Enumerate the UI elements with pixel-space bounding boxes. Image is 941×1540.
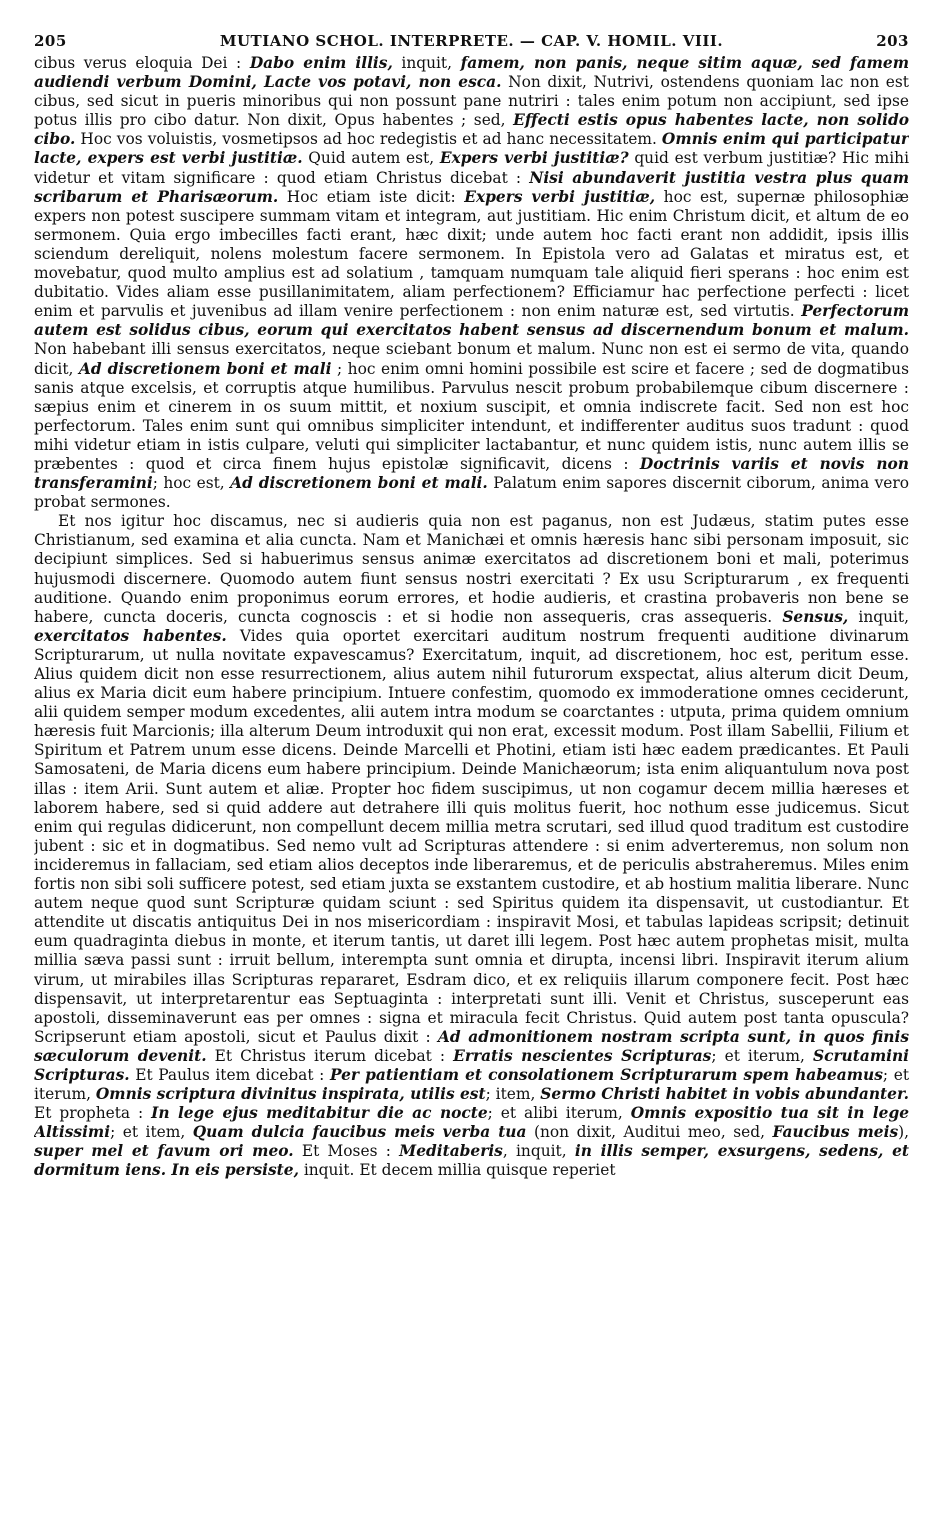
italic-quotation: Meditaberis	[399, 1142, 503, 1161]
text-run: Hoc etiam iste dicit:	[278, 187, 465, 206]
italic-quotation: Erratis nescientes Scripturas	[453, 1046, 712, 1065]
text-run: ; item,	[485, 1085, 541, 1104]
italic-quotation: Dabo enim illis,	[249, 54, 393, 72]
italic-quotation: Expers verbi justitiæ?	[439, 149, 629, 168]
italic-quotation: Sermo Christi habitet in vobis abundanter.	[540, 1085, 909, 1104]
italic-quotation: exercitatos habentes.	[34, 626, 227, 645]
italic-quotation: Omnis expositio tua sit in lege Altissimi	[34, 1104, 909, 1142]
text-run: inquit,	[848, 607, 909, 626]
text-run: inquit. Et decem millia quisque reperiet	[298, 1161, 616, 1180]
document-page	[34, 30, 909, 1530]
italic-quotation: Ad admonitionem nostram scripta sunt, in quos finis sæculorum devenit.	[34, 1027, 909, 1065]
running-head	[34, 30, 909, 52]
italic-quotation: Quam dulcia faucibus meis verba tua	[192, 1123, 527, 1142]
text-run: Hoc vos voluistis, vosmetipsos ad hoc redegistis et ad hanc necessitatem.	[75, 130, 662, 149]
paragraph-1	[34, 54, 909, 512]
text-run: cibus verus eloquia Dei :	[34, 54, 250, 72]
text-run: Palatum enim sapores discernit ciborum, anima vero probat sermones.	[34, 474, 909, 512]
paragraph-2	[34, 512, 909, 1180]
italic-quotation: Ad discretionem boni et mali	[78, 359, 332, 378]
text-run: (non dixit, Auditui meo, sed,	[526, 1123, 773, 1142]
italic-quotation: Sensus,	[782, 607, 849, 626]
italic-quotation: Ad discretionem boni et mali.	[230, 474, 488, 493]
text-run: ; et alibi iterum,	[487, 1104, 631, 1123]
text-run: ; et item,	[110, 1123, 193, 1142]
text-run: , inquit,	[502, 1142, 575, 1161]
text-run: ; hoc est,	[152, 474, 231, 493]
text-run: Vides quia oportet exercitari auditum nostrum frequenti auditione divinarum Scripturarum, ut nulla novitate expavescamus? Exercitatum, inquit, ad discretionem, hoc est, peritum esse. Alius quidem dicit non esse resurrectionem, alius autem nihil futurorum exspectat, alius alterum dicit Deum, alius ex Maria dicit eum habere principium. Intuere confestim, quomodo ex immoderatione omnes ceciderunt, alii quidem semper modum excedentes, alii autem intra modum se coarctantes : utputa, prima quidem omnium hæresis fuit Marcionis; illa alterum Deum introduxit qui non erat, excessit modum. Post illam Sabellii, Filium et Spiritum et Patrem unum esse dicens. Deinde Marcelli et Photini, etiam isti hæc eadem prædicantes. Et Pauli Samosateni, de Maria dicens eum habere principium. Deinde Manichæorum; ista enim aliquantulum nova post illas : item Arii. Sunt autem et aliæ. Propter hoc fidem suscipimus, ut non cogamur decem millia hæreses et laborem habere, sed si quid addere aut detrahere illi quis molitus fuerit, hoc nothum esse judicemus. Sicut enim qui regulas didicerunt, non compellunt decem millia metra scrutari, sed illud quod traditum est custodire jubent : sic et in dogmatibus. Sed nemo vult ad Scripturas attendere : si enim adverteremus, non solum non incideremus in fallaciam, sed etiam alios deceptos inde liberaremus, et de periculis abstraheremus. Miles enim fortis non sibi soli sufficere potest, sed etiam juxta se exstantem custodire, et ab hostium malitia liberare. Nunc autem neque quod sunt Scripturæ quidam sciunt : sed Spiritus quidem ita dispensavit, ut custodiantur. Et attendite ut discatis antiquitus Dei in nos misericordiam : inspiravit Mosi, et tabulas lapideas scripsit; detinuit eum quadraginta diebus in monte, et iterum tantis, ut daret illi legem. Post hæc autem prophetas misit, multa millia sæva passi sunt : irruit bellum, interempta sunt omnia et dirupta, incensi libri. Inspiravit iterum alium virum, ut mirabiles illas Scripturas repararet, Esdram dico, et ex reliquiis illarum componere fecit. Post hæc dispensavit, ut interpretarentur eas Septuaginta : interpretati sunt illi. Venit et Christus, susceperunt eas apostoli, disseminaverunt eas per omnes : signa et miracula fecit Christus. Quid autem post tanta opuscula? Scripserunt etiam apostoli, sicut et Paulus dixit :	[34, 626, 909, 1046]
page-number-left: 205	[34, 32, 67, 50]
text-run: Non habebant illi sensus exercitatos, neque sciebant bonum et malum. Nunc non est ei sermo de vita, quando dicit,	[34, 340, 909, 378]
italic-quotation: Omnis enim qui participatur lacte, expers est verbi justitiæ.	[34, 130, 909, 168]
italic-quotation: Perfectorum autem est solidus cibus, eorum qui exercitatos habent sensus ad discernendum bonum et malum.	[34, 302, 909, 340]
italic-quotation: Doctrinis variis et novis non transferamini	[34, 454, 909, 493]
text-run: Et nos igitur hoc discamus, nec si audieris quia non est paganus, non est Judæus, statim putes esse Christianum, sed examina et alia cuncta. Nam et Manichæi et omnis hæresis hanc sibi personam imposuit, sic decipiunt simplices. Sed si habuerimus sensus animæ exercitatos ad discretionem boni et mali, poterimus hujusmodi discernere. Quomodo autem fiunt sensus nostri exercitati ? Ex usu Scripturarum , ex frequenti auditione. Quando enim proponimus eorum errores, et hodie audieris, et crastina probaveris non bene se habere, cuncta doceris, cuncta cognoscis : et si hodie non assequeris, cras assequeris.	[34, 512, 909, 626]
italic-quotation: Expers verbi justitiæ,	[464, 187, 656, 206]
text-run: ; hoc enim omni homini possibile est scire et facere ; sed de dogmatibus sanis atque excelsis, et corruptis atque humilibus. Parvulus nescit probum probabilemque cibum discernere : sæpius enim et cinerem in os suum mittit, et noxium suscipit, et omnia indiscrete facit. Sed non est hoc perfectorum. Tales enim sunt qui omnibus simpliciter intendunt, et indifferenter auditus suos tradunt : quod mihi videtur etiam in istis culpare, veluti qui simpliciter lactabantur, et nunc quidem istis, nunc autem illis se præbentes : quod et circa finem hujus epistolæ significavit, dicens :	[34, 359, 909, 473]
text-run: Et Moses :	[293, 1142, 400, 1161]
text-run: Quid autem est,	[302, 149, 440, 168]
text-run: quid est verbum justitiæ? Hic mihi videtur et vitam significare : quod etiam Christus dicebat :	[34, 149, 909, 187]
italic-quotation: super mel et favum ori meo.	[34, 1142, 294, 1161]
body-text	[34, 54, 909, 1181]
text-run: inquit,	[392, 54, 461, 72]
text-run: Et Paulus item dicebat :	[129, 1065, 330, 1084]
text-run: ),	[898, 1123, 909, 1142]
italic-quotation: In lege ejus meditabitur die ac nocte	[151, 1104, 488, 1123]
text-run: hoc est, supernæ philosophiæ expers non potest suscipere summam vitam et integram, aut justitiam. Hic enim Christum dicit, et altum de eo sermonem. Quia ergo imbecilles facti erant, hæc dixit; unde autem hoc facti erant non addidit, ipsis illis sciendum dereliquit, nolens molestum facere sermonem. In Epistola vero ad Galatas et miratus est, et movebatur, quod multo amplius est ad solatium , tamquam numquam tale aliquid fieri sperans : hoc enim est dubitatio. Vides aliam esse pusillanimitatem, aliam perfectionem? Efficiamur hac perfectione perfecti : licet enim et parvulis et juvenibus ad illam venire perfectionem : non enim naturæ est, sed virtutis.	[34, 187, 909, 321]
text-run: Et propheta :	[34, 1104, 152, 1123]
text-run: Et Christus iterum dicebat :	[206, 1046, 454, 1065]
running-title: MUTIANO SCHOL. INTERPRETE. — CAP. V. HOMIL. VIII.	[219, 32, 724, 50]
italic-quotation: in illis semper, exsurgens, sedens, et dormitum iens. In eis persiste,	[34, 1142, 909, 1180]
italic-quotation: famem, non panis, neque sitim aquæ, sed famem audiendi verbum Domini, Lacte vos potavi, non esca.	[34, 54, 909, 92]
italic-quotation: Effecti estis opus habentes lacte, non solido cibo.	[34, 111, 909, 149]
italic-quotation: Faucibus meis	[772, 1123, 899, 1142]
italic-quotation: Omnis scriptura divinitus inspirata, utilis est	[95, 1085, 486, 1104]
page-number-right: 203	[876, 32, 909, 50]
text-run: ; et iterum,	[711, 1046, 813, 1065]
italic-quotation: Nisi abundaverit justitia vestra plus quam scribarum et Pharisæorum.	[34, 168, 909, 206]
italic-quotation: Scrutamini Scripturas.	[34, 1046, 909, 1084]
italic-quotation: Per patientiam et consolationem Scripturarum spem habeamus	[329, 1065, 883, 1084]
text-run: Non dixit, Nutrivi, ostendens quoniam lac non est cibus, sed sicut in pueris minoribus qui non possunt pane nutriri : tales enim potum non accipiunt, sed ipse potus illis pro cibo datur. Non dixit, Opus habentes ; sed,	[34, 73, 909, 130]
text-run: ; et iterum,	[34, 1065, 909, 1104]
